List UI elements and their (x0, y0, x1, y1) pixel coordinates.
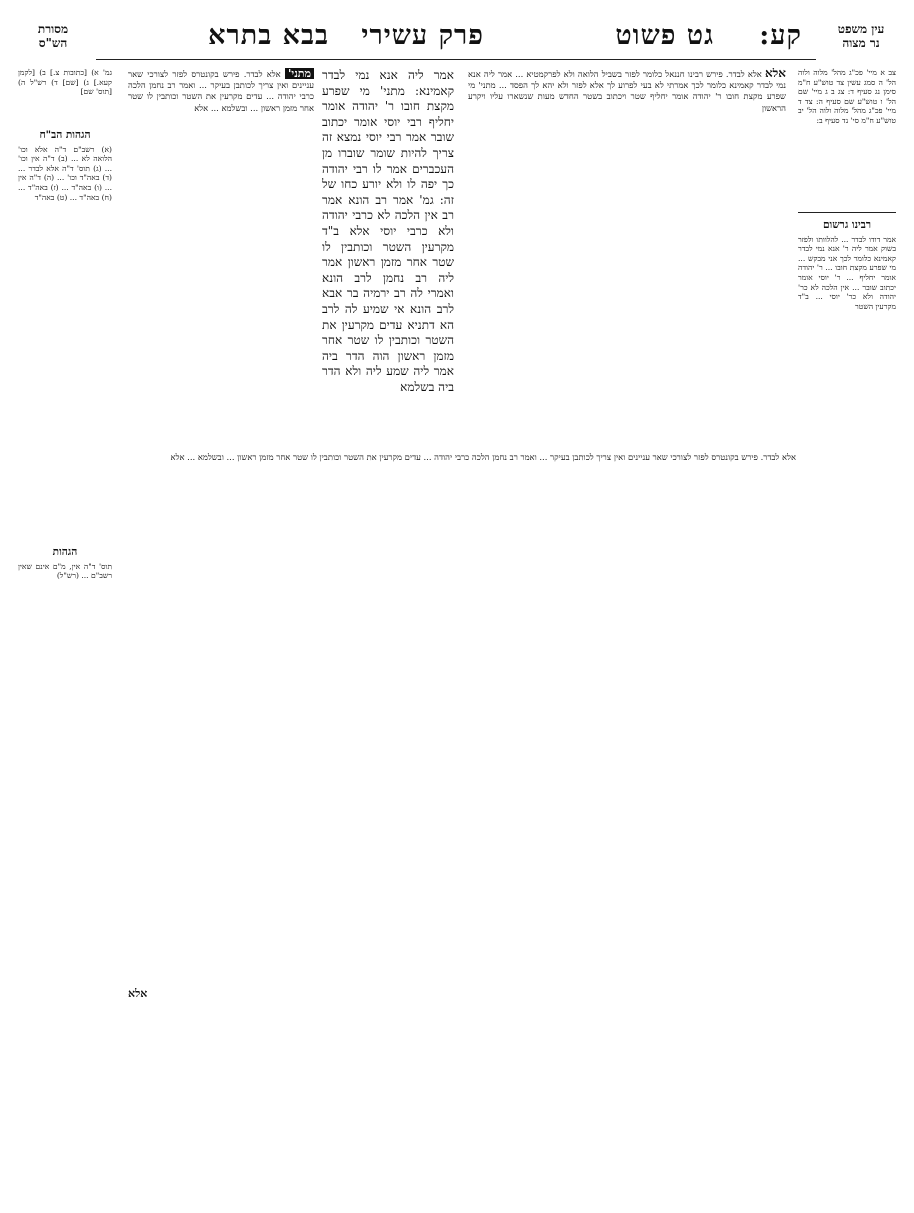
rashi-opening: אלא (764, 68, 786, 80)
header-divider (96, 59, 816, 60)
title-gett-pashut: גט פשוט (615, 20, 714, 51)
gemara-final-word: אלא (128, 988, 148, 1000)
hagahot-text: תוס' ד"ה אין, מ"ם אינם שאין רשב"ם ... (רש"ל) (18, 561, 112, 581)
tosafot-text (128, 68, 314, 114)
mishnah-label: מתני' (285, 68, 314, 79)
tractate-title: בבא בתרא (208, 20, 329, 51)
lower-commentary-block (128, 452, 796, 982)
ein-mishpat-header: עין משפט נר מצוה (837, 22, 885, 50)
ein-mishpat-divider (798, 212, 896, 213)
masoret-column (18, 68, 112, 124)
rabbenu-gershom-text: אמר דודו לבדר ... להלוותו ולפזר בשוק אמר ליה ר' אנא נמי לבדר קאמינא כלומר לכך אני מבקש ... מי שפרע מקצת חובו ... ר' יהודה אומר יחליף ... ר' יוסי אומר יכתוב שובר ... אין הלכה לא כר' יהודה ולא כר' יוסי ... ב"ד מקרעין השטר (798, 234, 896, 311)
gemara-text: אמר ליה אנא נמי לבדר קאמינא: מתני' מי שפרע מקצת חובו ר' יהודה אומר יחליף רבי יוסי אומר יכתוב שובר אמר רבי יוסי נמצא זה צריך להיות שומר שוברו מן העכברים אמר לו רבי יהודה כך יפה לו ולא יורע כחו של זה: גמ' אמר רב הונא אמר רב אין הלכה לא כרבי יהודה ולא כרבי יוסי אלא ב"ד מקרעין השטר וכותבין לו שטר אחר מזמן ראשון אמר ליה רב נחמן לרב הונא ואמרי לה רב ירמיה בר אבא לרב הונא אי שמיע לה לרב הא דתניא עדים מקרעין את השטר וכותבין לו שטר אחר מזמן ראשון הוה הדר ביה אמר ליה שמע ליה ולא הדר ביה בשלמא (322, 68, 454, 394)
gemara-bottom-line (128, 988, 796, 1008)
lower-commentary-text: אלא לבדר. פירש בקונטרס לפזר לצורכי שאר עניינים ואין צריך לכותבן בעיקר ... ואמר רב נחמן הלכה כרבי יהודה ... עדים מקרעין את השטר וכותבין לו שטר אחר מזמן ראשון ... ובשלמא ... אלא (170, 452, 796, 462)
hagahot-bach-heading: הגהות הב"ח (39, 129, 91, 141)
masoret-text: גמ' א) [כתובות צ.] ב) [לקמן קעא.] ג) [שם] ד) רש"ל ה) [תוס' שם] (18, 68, 112, 97)
hagahot-bach-text: (א) רשב"ם ד"ה אלא וכו' הלואה לא ... (ב) ד"ה אין וכו' ... (ג) תוס' ד"ה אלא לבדר ... (ד) באה"ד וכו' ... (ה) ד"ה אין ... (ו) באה"ד ... (ז) באה"ד ... (ח) באה"ד ... (ט) באה"ד (18, 144, 112, 202)
masoret-header: מסורת הש"ס (37, 22, 69, 50)
gemara-column (322, 68, 454, 443)
rashi-column (468, 68, 786, 443)
hagahot-column (18, 545, 112, 635)
hagahot-heading: הגהות (52, 546, 78, 558)
hagahot-bach-column (18, 128, 112, 533)
daf-number: קע: (759, 20, 802, 51)
ein-mishpat-text: צב א מיי' פכ"ג מהל' מלוה ולוה הל' ה סמג עשין צד טוש"ע ח"מ סימן נג סעיף ד: צג ב ג מיי' שם הל' ו טוש"ע שם סעיף ה: צד ד מיי' פכ"ג מהל' מלוה ולוה הל' יב טוש"ע ח"מ סי' נד סעיף ב: (798, 68, 896, 125)
tosafot-column (128, 68, 314, 443)
tosafot-body: אלא לבדר. פירש בקונטרס לפזר לצורכי שאר עניינים ואין צריך לכותבן בעיקר ... ואמר רב נחמן הלכה כרבי יהודה ... עדים מקרעין את השטר וכותבין לו שטר אחר מזמן ראשון ... ובשלמא ... אלא (128, 69, 314, 113)
chapter-title: פרק עשירי (361, 20, 484, 51)
rabbenu-gershom-heading: רבינו גרשום (822, 219, 872, 231)
rashi-text (468, 68, 786, 114)
ein-mishpat-column (798, 68, 896, 208)
rashi-body: אלא לבדר. פירש רבינו חננאל כלומר לפזר בשביל הלואה ולא לפרקמטיא ... אמר ליה אנא נמי לבדר קאמינא כלומר לכך אמרתי לא בעי לפרוע לך אלא לפזר ולא יהא לך הפסד ... מתני' מי שפרע מקצת חובו ר' יהודה אומר יחליף שטר ויכתוב בשטר החדש מעות שנשארו עליו ויקרע הראשון (468, 69, 786, 113)
rabbenu-gershom-column (798, 218, 896, 988)
